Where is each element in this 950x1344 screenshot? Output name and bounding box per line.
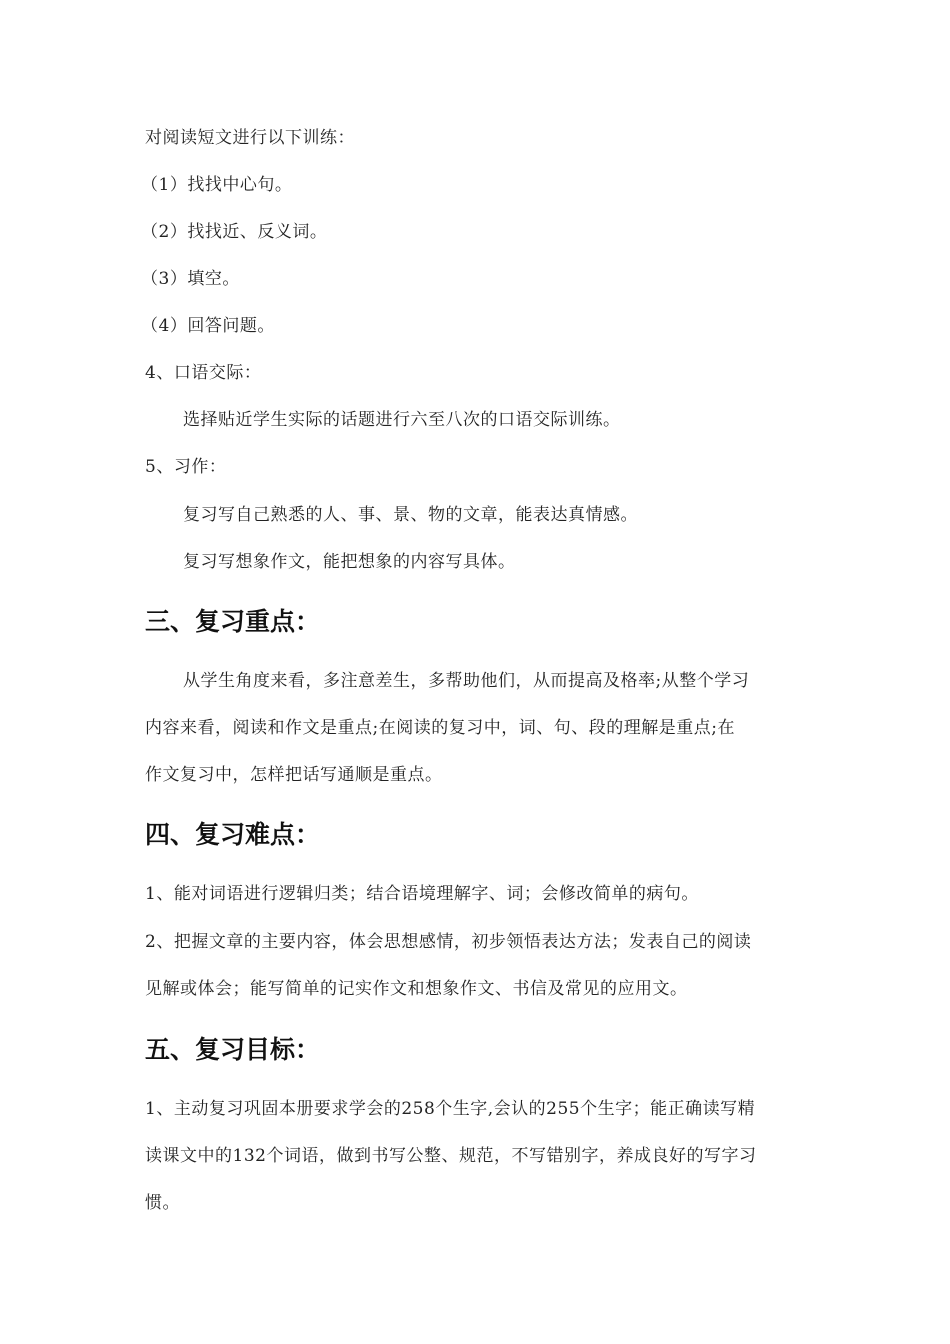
reading-item-4: （4）回答问题。 — [141, 316, 275, 336]
intro-line: 对阅读短文进行以下训练： — [145, 128, 355, 148]
section4-line-1: 1、能对词语进行逻辑归类；结合语境理解字、词；会修改简单的病句。 — [145, 884, 699, 904]
section4-heading: 四、复习难点： — [145, 820, 321, 849]
writing-title: 5、习作： — [145, 457, 227, 477]
writing-line-1: 复习写自己熟悉的人、事、景、物的文章，能表达真情感。 — [183, 505, 638, 525]
section4-line-2: 2、把握文章的主要内容，体会思想感情，初步领悟表达方法；发表自己的阅读 — [145, 932, 752, 952]
reading-item-1: （1）找找中心句。 — [141, 175, 293, 195]
section5-line-3: 惯。 — [145, 1193, 180, 1213]
section5-heading: 五、复习目标： — [145, 1035, 321, 1064]
section3-line-1: 从学生角度来看，多注意差生，多帮助他们，从而提高及格率;从整个学习 — [183, 671, 750, 691]
section3-line-3: 作文复习中，怎样把话写通顺是重点。 — [145, 765, 443, 785]
section5-line-2: 读课文中的132个词语，做到书写公整、规范，不写错别字，养成良好的写字习 — [145, 1146, 757, 1166]
writing-line-2: 复习写想象作文，能把想象的内容写具体。 — [183, 552, 516, 572]
oral-title: 4、口语交际： — [145, 363, 262, 383]
section5-line-1: 1、主动复习巩固本册要求学会的258个生字,会认的255个生字；能正确读写精 — [145, 1099, 756, 1119]
section3-heading: 三、复习重点： — [145, 607, 321, 636]
oral-text: 选择贴近学生实际的话题进行六至八次的口语交际训练。 — [183, 410, 621, 430]
reading-item-3: （3）填空。 — [141, 269, 240, 289]
section4-line-3: 见解或体会；能写简单的记实作文和想象作文、书信及常见的应用文。 — [145, 979, 688, 999]
reading-item-2: （2）找找近、反义词。 — [141, 222, 328, 242]
section3-line-2: 内容来看，阅读和作文是重点;在阅读的复习中，词、句、段的理解是重点;在 — [145, 718, 735, 738]
